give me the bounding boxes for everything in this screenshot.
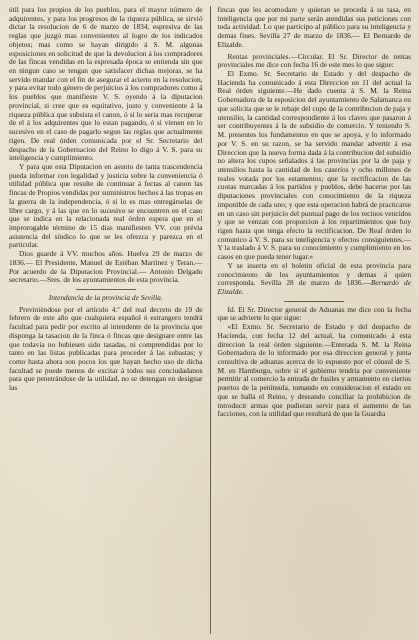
columns (9, 6, 411, 634)
right-heading-rentas (218, 53, 412, 70)
boletin-text: Y se inserta en el boletin oficial de esta provincia para conocimiento de los ayuntamientos y demas á quien corresponda. Sevilla 28 de marzo de 1836.— (217, 260, 412, 288)
left-paragraph-4: Previnièndose por el artículo 4.º del real decreto de 19 de febrero de este año que cualquiera español ó estrangero tendrá facultad para pedir por escrito al intendente de la provincia que disponga la tasacion de la finca ó fincas que designare entre las que todavía no hubiesen sido tasadas, ni comprendidas por lo tanto en las listas publicadas para proceder á las subastas; y como hasta ahora son pocos los que hayan hecho uso de dicha facultad se puede menos de excitar á todos sus conciudadanos para que penetrándose de la utilidad, no se detengan en designar las (9, 304, 203, 393)
section-divider (76, 289, 136, 290)
right-paragraph-5: Id. El Sr. Director general de Aduanas me dice con la fecha que se advierte lo que sigue: (217, 304, 412, 323)
signature: Bernardo de Elizalde. (217, 278, 412, 296)
right-column (214, 6, 412, 634)
rentas-heading: Rentas provinciales.—Circular. (227, 51, 324, 61)
left-paragraph-1: útil para los propios de los pueblos, para el mayor número de adquirentes, y para los progresos de la riqueza pública, se sirvió dictar la resolucion de 6 de marzo de 1834, espresiva de las reglas que juzgó mas convenientes al logro de los indicados objetos; mas como se hayan dirigido á S. M. algunas esposiciones en solicitud de que la devolucion á los compradores de las fincas vendidas en la espresada época se entienda sin que en ningun caso se tengan que satisfacer dichas mejoras, se ha servido mandar con el fin de asegurar el acierto en la resolucion, y para evitar todo género de perjuicios á los compradores como á los pueblos que manifieste V. S. oyendo á la diputacion provincial, si cree que es equitativo, justo y conveniente á la riqueza pública que subsista el canon, ó si lo seria mas recuperar de el á los adquirentes que lo estan pagando, ó si vienen en lo sucesivo en el caso de pagarlo segun las reglas que actualmente rigen. De real órden comunicada por el Sr. Secretario del despacho de la Gobernacion del Reino lo digo á V. S. para su inteligencia y cumplimiento. (9, 6, 203, 163)
right-paragraph-4 (218, 262, 412, 297)
right-paragraph-1: fincas que les acomodare y quieran se proceda á su tasa, en inteligencia que por mi parte serán atendidas sus peticiones con toda actividad. Lo que participo al público para su inteligencia y demas fines. Sevilla 27 de marzo de 1836.— El Bernardo de Elizalde. (217, 6, 412, 49)
right-paragraph-2: El Sr. Director de rentas provinciales me dice con fecha 16 de este mes lo que sigue: (217, 51, 412, 70)
section-divider-2 (284, 301, 344, 302)
right-paragraph-3: El Exmo. Sr. Secretario de Estado y del despacho de Hacienda ha comunicado á esta Direccion en 11 del actual la Real órden siguiente.—He dado cuenta á S. M. la Reina Gobernadora de la esposicion del ayuntamiento de Salamanca en que solicita que se le rebaje del cupo de la contribucion de paja y utensilio, la cantidad correspondiente á los claves que pasaron á ser contribuyentes á la de subsidio de comercio. Y teniendo S. M. presentes los fundamentos en que se apoya, y lo informado por V. S. en su razon, se ha servido mandar advertir á esa Direccion que la nueva forma dada á la contribucion del subsidio no altera los cupos señalados á las provincias por la de paja y utensilios hasta la cantidad de los caseríos y ocho millones de reales votada por los estamentos; que la rectificacion de las cuotas marcadas á los partidos y pueblos, debe hacerse por las diputaciones provinciales con conocimiento de la riqueza imponible de cada uno; y que esta operacion habrá de practicarse en un caso sin perjuicio del puntual pago de los recinos vencidos y que se venzan con proporcion á los repartimientos que hoy rigen hasta que tenga efecto la rectificacion. De Real órden lo comunico á V. S. para su inteligencia y efectos consiguientes.—Y la traslado á V. S. para su conocimiento y cumplimiento en los casos en que pueda tener lugar.» (217, 69, 412, 262)
left-paragraph-3: Dios guarde á VV. muchos años. Huelva 29 de marzo de 1836.— El Presidente, Manuel de Estéban Martinez y Teran.— Por acuerdo de la Diputacion Provincial.— Antonio Delgado secretario.—Sres. de los ayuntamientos de esta provincia. (9, 249, 203, 285)
left-column (9, 6, 207, 634)
right-paragraph-6: «El Exmo. Sr. Secretario de Estado y del despacho de Hacienda, con fecha 12 del actual, ha comunicado á esta direccion la real órden siguiente.—Enterada S. M. la Reina Gobernadora de lo informado por esa direccion general y junta consultiva de aduanas acerca de lo espuesto por el cónsul de S. M. en Hamburgo, sobre si el gobierno tendria por conveniente permitir al comercio la entrada de fusiles y armamento en ciertos puertos de la península, tomando en consideracion el estado en que se halla el Reino, y deseando conciliar la prohibicion de introducir armas que pudieran servir para el aumento de las facciones, con la utilidad que resultará de que la Guardia (217, 322, 412, 419)
section-heading-intendencia: Intendencia de la provincia de Sevilla. (48, 293, 163, 302)
column-rule (210, 6, 211, 634)
left-paragraph-2: Y para que esta Diputacion en asunto de tanta trascendencia pueda informar con legalidad y justicia sobre la conveniencia ó utilidad pública que resulte de continuar á fectas al canon las fincas de Propios vendidas por suministros hechos á las tropas en la guerra de la independencia, ó si lo es mas entregárselas de libre cargo, y á las que en lo sucesivo se encuentren en el caso que se indica en la relacionada real órden espera que en el improrogable término de 15 dias manifiesten VV. con prévia asistencia del síndico lo que se les ofrezca y parezca en el particular. (9, 161, 203, 250)
